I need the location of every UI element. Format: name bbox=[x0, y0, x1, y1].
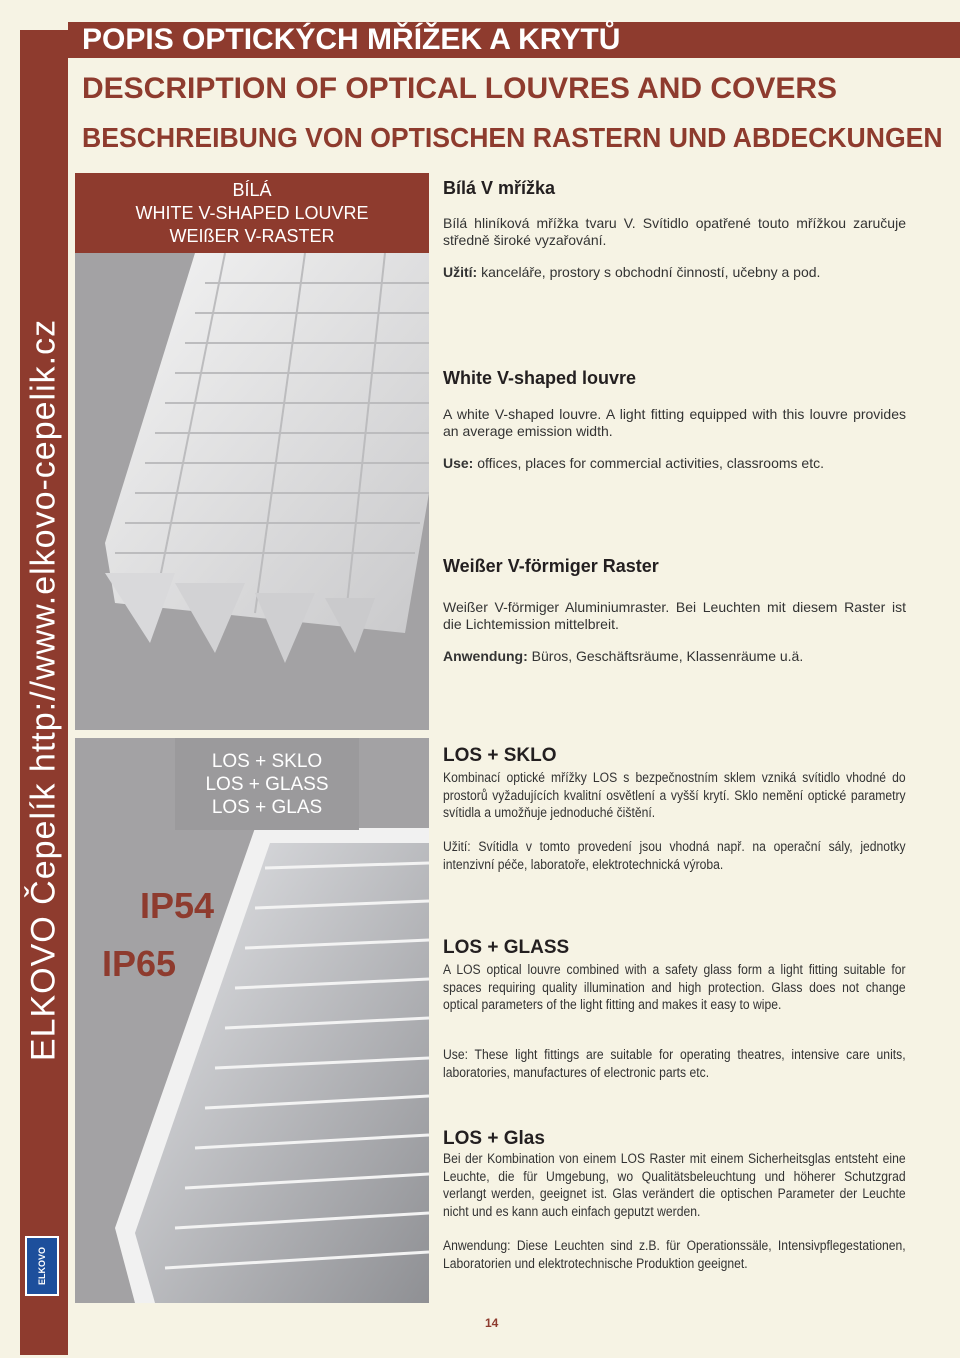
de-use-label: Anwendung: bbox=[443, 648, 528, 664]
v-louvre-illustration bbox=[75, 173, 429, 730]
los-sklo-description: Kombinací optické mřížky LOS s bezpečnostním sklem vzniká svítidlo vhodné do prostorů vyžadujících kvalitní osvětlení a vyšší krytí. Sklo nemění optické parametry svítidla a umožňuje jednoduché čištění. bbox=[443, 770, 906, 820]
en-use bbox=[443, 455, 906, 472]
los-glass-description: A LOS optical louvre combined with a safety glass form a light fitting suitable for spaces requiring quality illumination and high protection. Glass does not change optical parameters of the light fitting and makes it easy to wipe. bbox=[443, 962, 906, 1012]
en-description: A white V-shaped louvre. A light fitting equipped with this louvre provides an average emission width. bbox=[443, 406, 906, 439]
los-glass-heading: LOS + GLASS bbox=[443, 937, 570, 958]
los-glas-heading: LOS + Glas bbox=[443, 1128, 545, 1149]
cz-heading: Bílá V mřížka bbox=[443, 178, 556, 198]
label2-cz: LOS + SKLO bbox=[211, 750, 323, 772]
white-louvre-label bbox=[75, 173, 429, 253]
de-use-text: Büros, Geschäftsräume, Klassenräume u.ä. bbox=[527, 648, 804, 664]
cz-use-label: Užití: bbox=[443, 264, 478, 280]
de-use bbox=[443, 648, 906, 665]
label2-en: LOS + GLASS bbox=[205, 773, 329, 795]
label-de: WEIßER V-RASTER bbox=[169, 225, 335, 246]
label2-de: LOS + GLAS bbox=[211, 796, 323, 818]
cz-use-text: kanceláře, prostory s obchodní činností, učebny a pod. bbox=[477, 264, 821, 280]
title-cz: POPIS OPTICKÝCH MŘÍŽEK A KRYTŮ bbox=[68, 22, 960, 58]
cz-description: Bílá hliníková mřížka tvaru V. Svítidlo opatřené touto mřížkou zaručuje středně široké vyzařování. bbox=[443, 215, 906, 248]
de-heading: Weißer V-förmiger Raster bbox=[443, 556, 659, 576]
logo-text: ELKOVO bbox=[37, 1246, 48, 1286]
label-cz: BÍLÁ bbox=[232, 179, 272, 200]
ip65-badge: IP65 bbox=[102, 943, 177, 984]
title-en: DESCRIPTION OF OPTICAL LOUVRES AND COVERS bbox=[82, 72, 838, 105]
elkovo-logo bbox=[25, 1236, 59, 1296]
title-de: BESCHREIBUNG VON OPTISCHEN RASTERN UND ABDECKUNGEN bbox=[82, 122, 943, 153]
section-white-louvre bbox=[443, 178, 906, 678]
de-description: Weißer V-förmiger Aluminiumraster. Bei Leuchten mit diesem Raster ist die Lichtemission mittelbreit. bbox=[443, 599, 906, 632]
los-glas-use: Anwendung: Diese Leuchten sind z.B. für Operationssäle, Intensivpflegestationen, Laboratorien und elektrotechnische Produktion geeignet. bbox=[443, 1238, 906, 1271]
en-use-label: Use: bbox=[443, 455, 474, 471]
label-en: WHITE V-SHAPED LOUVRE bbox=[135, 202, 369, 223]
ip54-badge: IP54 bbox=[140, 885, 215, 926]
los-glass-label bbox=[175, 738, 359, 830]
los-glas-description: Bei der Kombination von einem LOS Raster mit einem Sicherheitsglas entsteht eine Leuchte, die für Umgebung, wo Qualitätsbeleuchtung und höherer Schutzgrad verlangt werden, geeignet ist. Glas verändert die optischen Parameter der Leuchte nicht und es kann auch einfach geputzt werden. bbox=[443, 1151, 906, 1219]
los-sklo-heading: LOS + SKLO bbox=[443, 745, 557, 766]
image-column bbox=[75, 173, 429, 1303]
los-glass-use: Use: These light fittings are suitable for operating theatres, intensive care units, laboratories, manufactures of electronic parts etc. bbox=[443, 1047, 906, 1080]
los-sklo-use: Užití: Svítidla v tomto provedení jsou vhodná např. na operační sály, jednotky intenzivní péče, laboratoře, elektrotechnická výroba. bbox=[443, 839, 906, 872]
sidebar bbox=[0, 0, 70, 1358]
white-louvre-image bbox=[75, 173, 429, 730]
section-los-glass bbox=[443, 745, 906, 1285]
sidebar-vertical-text: ELKOVO Čepelík http://www.elkovo-cepelik.cz bbox=[24, 318, 63, 1062]
page-number: 14 bbox=[485, 1316, 499, 1330]
en-use-text: offices, places for commercial activities, classrooms etc. bbox=[473, 455, 824, 471]
en-heading: White V-shaped louvre bbox=[443, 368, 637, 388]
cz-use bbox=[443, 264, 906, 281]
